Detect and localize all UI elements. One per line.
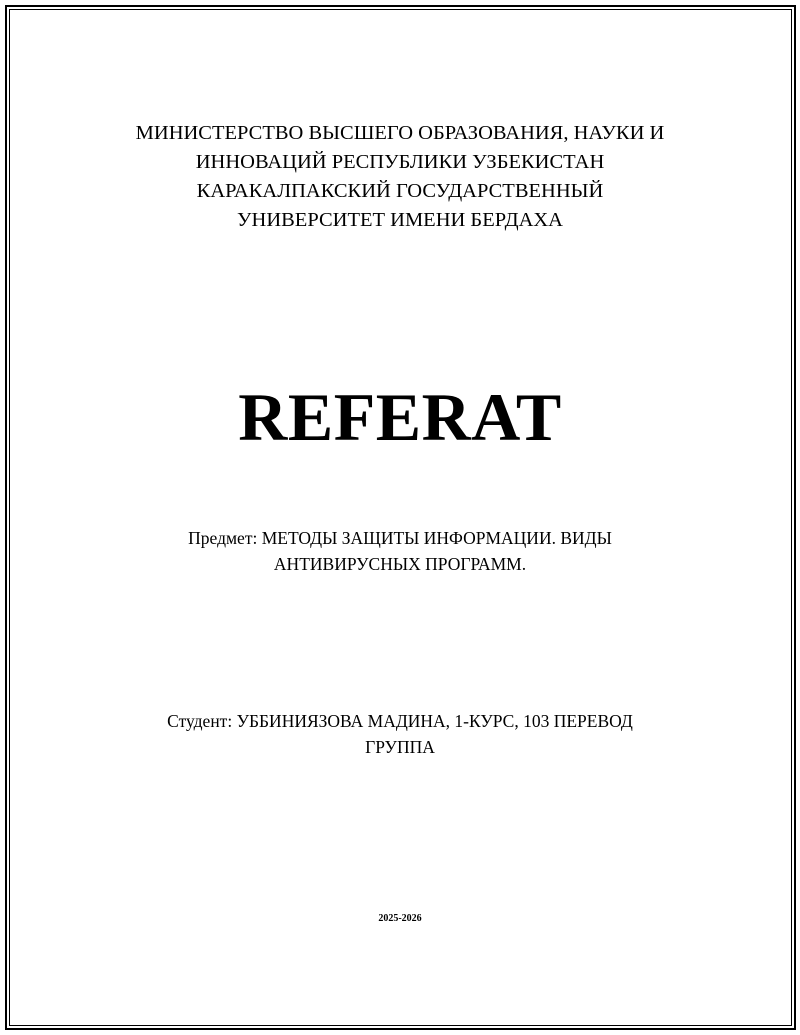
institution-header — [0, 119, 800, 235]
document-title: REFERAT — [238, 379, 562, 455]
student-line-1: Студент: УББИНИЯЗОВА МАДИНА, 1-КУРС, 103 ПЕРЕВОД — [167, 711, 633, 731]
institution-line-3: КАРАКАЛПАКСКИЙ ГОСУДАРСТВЕННЫЙ — [196, 180, 604, 202]
subject-section — [0, 525, 800, 577]
student-section — [0, 708, 800, 760]
subject-line-1: Предмет: МЕТОДЫ ЗАЩИТЫ ИНФОРМАЦИИ. ВИДЫ — [188, 528, 612, 548]
academic-year: 2025-2026 — [378, 913, 422, 924]
institution-line-1: МИНИСТЕРСТВО ВЫСШЕГО ОБРАЗОВАНИЯ, НАУКИ И — [135, 122, 665, 144]
subject-line-2: АНТИВИРУСНЫХ ПРОГРАММ. — [273, 554, 527, 574]
institution-line-2: ИННОВАЦИЙ РЕСПУБЛИКИ УЗБЕКИСТАН — [195, 151, 605, 173]
student-line-2: ГРУППА — [365, 737, 435, 757]
institution-line-4: УНИВЕРСИТЕТ ИМЕНИ БЕРДАХА — [237, 209, 563, 231]
